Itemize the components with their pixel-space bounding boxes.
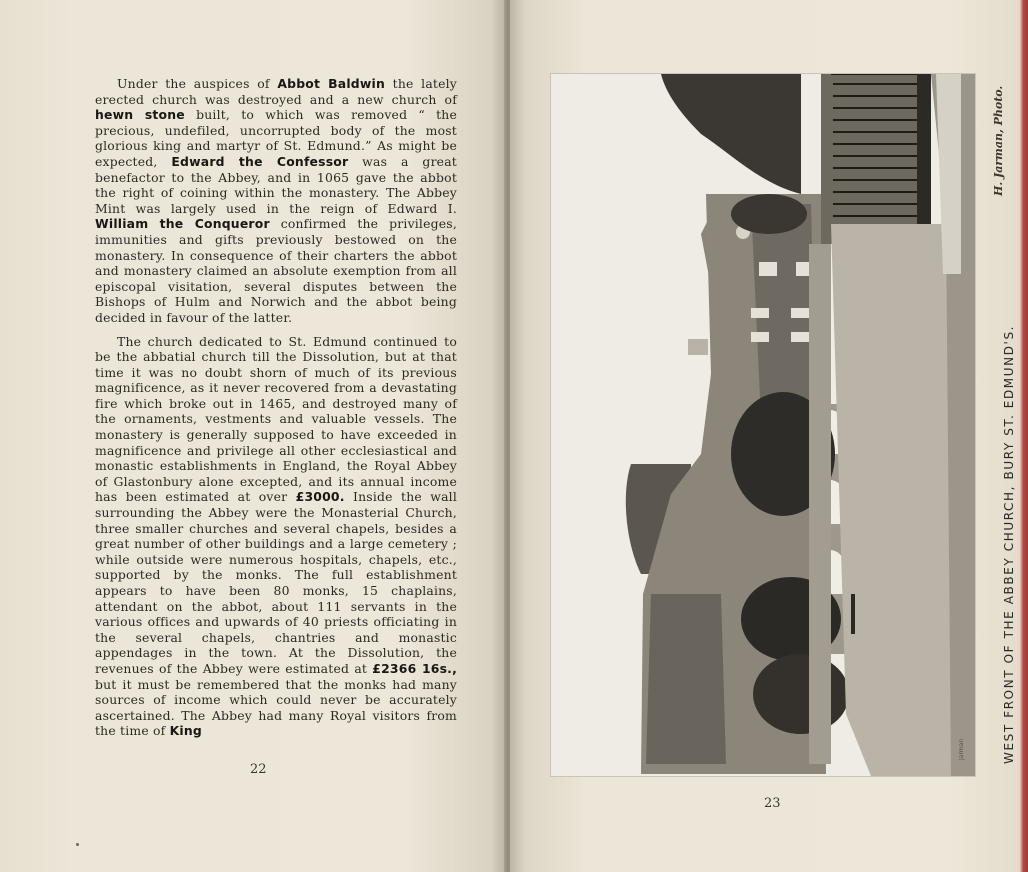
emphasis-text: £3000. [295, 489, 345, 505]
paper-spot [76, 843, 79, 846]
body-paragraph [95, 334, 457, 739]
emphasis-text: £2366 16s., [372, 660, 457, 676]
photo-credit: H. Jarman, Photo. [992, 85, 1005, 196]
cover-edge [1020, 0, 1028, 872]
emphasis-text: Edward the Confessor [171, 153, 349, 169]
page-number-left: 22 [250, 762, 267, 777]
emphasis-text: King [169, 723, 202, 739]
paragraph-text: confirmed the privileges, immunities and gifts previously bestowed on the monastery. In consequence of their charters the abbot and monastery claimed an absolute exemption from all episcopal visitation, several disputes between the Bishops of Hulm and Norwich and the abbot being decided in favour of the latter. [95, 216, 457, 325]
abbey-photograph [550, 73, 976, 777]
body-text [95, 76, 457, 747]
paragraph-text: Under the auspices of [117, 76, 278, 91]
emphasis-text: hewn stone [95, 107, 185, 123]
photographer-mark: Jarman [958, 738, 965, 760]
photo-caption: WEST FRONT OF THE ABBEY CHURCH, BURY ST. EDMUND'S. [1002, 324, 1016, 764]
paragraph-text: but it must be remembered that the monks had many sources of income which could never be accurately ascertained. The Abbey had many Royal visitors from the time of [95, 676, 457, 739]
emphasis-text: Abbot Baldwin [277, 76, 385, 91]
left-page [0, 0, 506, 872]
paragraph-text: the lately erected church was destroyed and a new church of [95, 76, 457, 107]
page-number-right: 23 [764, 796, 781, 811]
paragraph-text: The church dedicated to St. Edmund continued to be the abbatial church till the Dissolution, but at that time it was no doubt shorn of much of its previous magnificence, as it never recovered from a devastating fire which broke out in 1465, and destroyed many of the ornaments, vestments and valuable vessels. The monastery is generally supposed to have exceeded in magnificence and privilege all other ecclesiastical and monastic establishments in England, the Royal Abbey of Glastonbury alone excepted, and its annual income has been estimated at over [95, 333, 457, 505]
paragraph-text: Inside the wall surrounding the Abbey were the Monasterial Church, three smaller churches and several chapels, besides a great number of other buildings and a large cemetery ; while outside were numerous hospitals, chapels, etc., supported by the monks. The full establishment appears to have been 80 monks, 15 chaplains, attendant on the abbot, about 111 servants in the various offices and upwards of 40 priests officiating in the several chapels, chantries and monastic appendages in the town. At the Dissolution, the revenues of the Abbey were estimated at [95, 489, 458, 676]
emphasis-text: William the Conqueror [95, 216, 270, 232]
paragraph-text: was a great benefactor to the Abbey, and in 1065 gave the abbot the right of coining within the monastery. The Abbey Mint was largely used in the reign of Edward I. [95, 153, 457, 216]
paragraph-text: built, to which was removed “ the precious, undefiled, uncorrupted body of the most glorious king and martyr of St. Edmund.” As might be expected, [95, 107, 458, 169]
body-paragraph [95, 76, 457, 326]
